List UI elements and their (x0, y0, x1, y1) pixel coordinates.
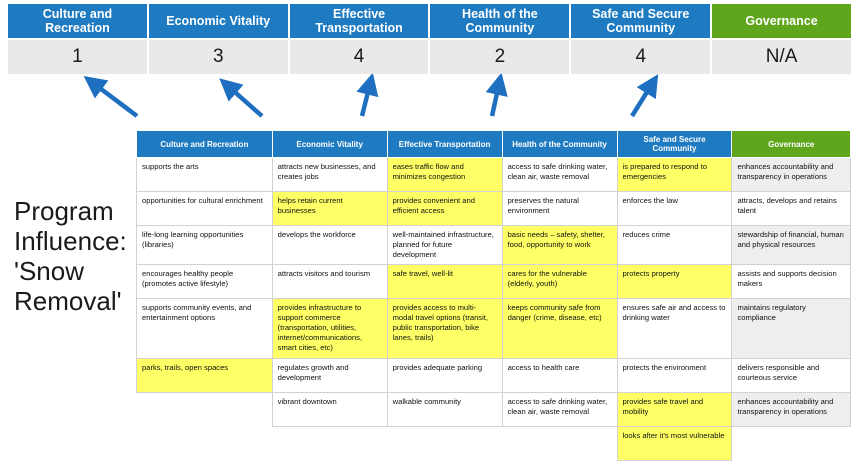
matrix-col-governance: Governance (732, 131, 851, 158)
pillar-header-effective-transportation: Effective Transportation (290, 4, 431, 38)
matrix-cell: develops the workforce (272, 226, 387, 265)
matrix-cell (272, 426, 387, 460)
matrix-cell: encourages healthy people (promotes active lifestyle) (137, 265, 273, 299)
matrix-cell: access to safe drinking water, clean air, waste removal (502, 158, 617, 192)
arrow-culture-and-recreation (93, 83, 137, 116)
matrix-cell: parks, trails, open spaces (137, 358, 273, 392)
matrix-cell (387, 426, 502, 460)
score-culture-and-recreation: 1 (8, 40, 149, 74)
matrix-cell: enhances accountability and transparency in operations (732, 158, 851, 192)
arrow-health-of-the-community (492, 84, 499, 116)
influence-matrix (136, 130, 851, 461)
matrix-cell: regulates growth and development (272, 358, 387, 392)
matrix-body (137, 158, 851, 460)
matrix-cell: safe travel, well-lit (387, 265, 502, 299)
arrow-economic-vitality (228, 86, 262, 116)
matrix-cell: opportunities for cultural enrichment (137, 192, 273, 226)
matrix-cell (137, 426, 273, 460)
matrix-header-row (137, 131, 851, 158)
matrix-cell: looks after it's most vulnerable (617, 426, 732, 460)
table-row (137, 192, 851, 226)
matrix-cell: walkable community (387, 392, 502, 426)
program-influence-caption: Program Influence: 'Snow Removal' (14, 196, 127, 317)
matrix-cell: vibrant downtown (272, 392, 387, 426)
matrix-col-effective-transportation: Effective Transportation (387, 131, 502, 158)
matrix-cell: provides convenient and efficient access (387, 192, 502, 226)
matrix-cell: well-maintained infrastructure, planned for future development (387, 226, 502, 265)
arrow-safe-and-secure-community (632, 84, 652, 116)
matrix-cell: preserves the natural environment (502, 192, 617, 226)
score-safe-and-secure-community: 4 (571, 40, 712, 74)
table-row (137, 299, 851, 358)
pillar-header-safe-and-secure-community: Safe and Secure Community (571, 4, 712, 38)
matrix-cell: is prepared to respond to emergencies (617, 158, 732, 192)
matrix-cell: access to health care (502, 358, 617, 392)
table-row (137, 392, 851, 426)
matrix-cell (137, 392, 273, 426)
table-row (137, 158, 851, 192)
matrix-cell: eases traffic flow and minimizes congestion (387, 158, 502, 192)
matrix-cell: stewardship of financial, human and physical resources (732, 226, 851, 265)
pillar-score-band (8, 40, 851, 74)
matrix-cell: attracts, develops and retains talent (732, 192, 851, 226)
matrix-cell: assists and supports decision makers (732, 265, 851, 299)
pillar-header-governance: Governance (712, 4, 851, 38)
score-effective-transportation: 4 (290, 40, 431, 74)
matrix-cell: protects the environment (617, 358, 732, 392)
matrix-cell: delivers responsible and courteous service (732, 358, 851, 392)
matrix-cell: helps retain current businesses (272, 192, 387, 226)
pillar-header-band (8, 4, 851, 38)
matrix-cell (502, 426, 617, 460)
matrix-cell: supports community events, and entertainment options (137, 299, 273, 358)
matrix-cell: provides safe travel and mobility (617, 392, 732, 426)
matrix-col-safe-and-secure-community: Safe and Secure Community (617, 131, 732, 158)
matrix-cell (732, 426, 851, 460)
matrix-col-economic-vitality: Economic Vitality (272, 131, 387, 158)
score-health-of-the-community: 2 (430, 40, 571, 74)
connector-arrows (0, 74, 859, 130)
matrix-cell: attracts visitors and tourism (272, 265, 387, 299)
matrix-cell: provides infrastructure to support commerce (transportation, utilities, internet/communications, smart cities, etc) (272, 299, 387, 358)
matrix-cell: basic needs – safety, shelter, food, opportunity to work (502, 226, 617, 265)
matrix-cell: access to safe drinking water, clean air, waste removal (502, 392, 617, 426)
table-row (137, 265, 851, 299)
table-row (137, 358, 851, 392)
matrix-cell: cares for the vulnerable (elderly, youth) (502, 265, 617, 299)
matrix-cell: supports the arts (137, 158, 273, 192)
matrix-cell: attracts new businesses, and creates jobs (272, 158, 387, 192)
matrix-cell: ensures safe air and access to drinking water (617, 299, 732, 358)
matrix-col-health-of-the-community: Health of the Community (502, 131, 617, 158)
arrow-effective-transportation (362, 84, 370, 116)
pillar-header-culture-and-recreation: Culture and Recreation (8, 4, 149, 38)
pillar-header-economic-vitality: Economic Vitality (149, 4, 290, 38)
matrix-cell: maintains regulatory compliance (732, 299, 851, 358)
matrix-cell: enforces the law (617, 192, 732, 226)
matrix-cell: life-long learning opportunities (libraries) (137, 226, 273, 265)
score-governance: N/A (765, 46, 798, 67)
matrix-col-culture-and-recreation: Culture and Recreation (137, 131, 273, 158)
matrix-cell: provides adequate parking (387, 358, 502, 392)
matrix-cell: enhances accountability and transparency in operations (732, 392, 851, 426)
matrix-cell: protects property (617, 265, 732, 299)
matrix-cell: provides access to multi-modal travel options (transit, public transportation, bike lanes, trails) (387, 299, 502, 358)
matrix-cell: keeps community safe from danger (crime, disease, etc) (502, 299, 617, 358)
score-economic-vitality: 3 (149, 40, 290, 74)
matrix-cell: reduces crime (617, 226, 732, 265)
table-row (137, 426, 851, 460)
pillar-header-health-of-the-community: Health of the Community (430, 4, 571, 38)
table-row (137, 226, 851, 265)
